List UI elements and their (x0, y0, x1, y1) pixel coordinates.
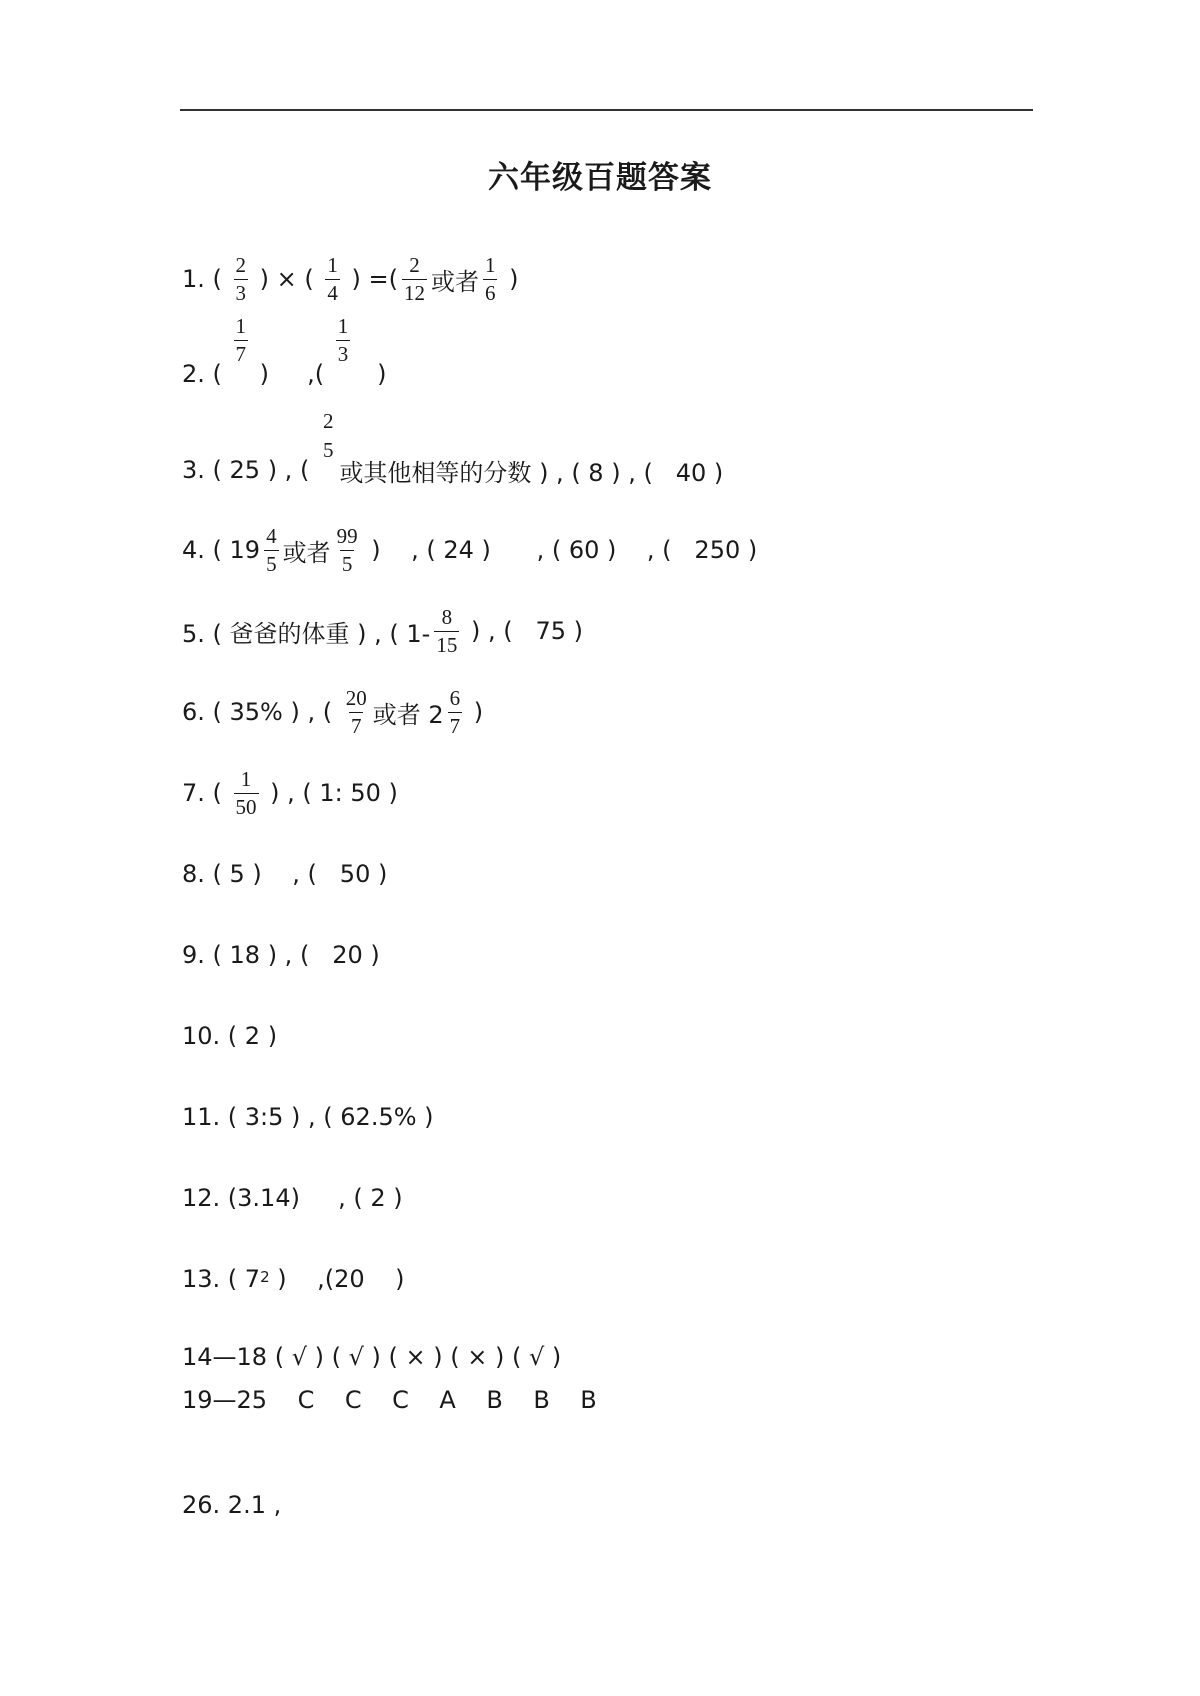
fraction (264, 523, 279, 576)
answer-5 (182, 604, 583, 657)
fraction (402, 252, 427, 305)
answer-text: ) (501, 265, 519, 293)
answer-text: 5. ( 爸爸的体重 ) , ( 1- (182, 619, 431, 648)
denominator: 3 (337, 341, 349, 366)
fraction (234, 252, 249, 305)
numerator: 1 (240, 766, 252, 791)
answer-text: 10. ( 2 ) (182, 1022, 278, 1050)
fraction (344, 685, 369, 738)
answer-6 (182, 685, 484, 738)
numerator: 1 (337, 313, 349, 338)
numerator: 2 (235, 252, 247, 277)
answer-text: 11. ( 3:5 ) , ( 62.5% ) (182, 1103, 434, 1131)
numerator: 99 (336, 523, 358, 548)
denominator: 12 (403, 280, 425, 305)
answer-12 (182, 1178, 403, 1218)
answer-text: ) , ( 1: 50 ) (262, 779, 398, 807)
fraction (234, 766, 259, 819)
answer-text: 或其他相等的分数 ) , ( 8 ) , ( 40 ) (339, 458, 724, 487)
denominator: 7 (449, 713, 461, 738)
denominator: 5 (322, 438, 334, 462)
page-title: 六年级百题答案 (488, 160, 712, 196)
fraction (234, 313, 249, 366)
answer-text: 或者 (430, 267, 479, 296)
numerator: 1 (327, 252, 338, 277)
answer-text: ) ,( (252, 360, 332, 388)
denominator: 5 (266, 551, 277, 576)
answer-7 (182, 766, 398, 819)
numerator: 2 (322, 409, 334, 433)
answer-text: ) , ( 75 ) (463, 617, 583, 645)
fraction (448, 685, 463, 738)
answer-text: 3. ( 25 ) , ( (182, 456, 317, 484)
answer-text: 13. ( 7 (182, 1265, 261, 1293)
denominator: 7 (235, 341, 247, 366)
denominator: 6 (484, 280, 496, 305)
answer-text: ) ,(20 ) (269, 1265, 405, 1293)
denominator: 50 (235, 794, 257, 819)
answer-text: 19—25 C C C A B B B (182, 1386, 597, 1414)
numerator: 1 (235, 313, 247, 338)
denominator: 5 (341, 551, 353, 576)
denominator: 7 (350, 713, 362, 738)
answer-text: 4. ( 19 (182, 536, 261, 564)
numerator: 20 (345, 685, 367, 710)
answer-4 (182, 523, 758, 576)
answer-text: 1. ( (182, 265, 230, 293)
answer-14-18 (182, 1337, 561, 1377)
answer-text: ) , ( 24 ) , ( 60 ) , ( 250 ) (363, 536, 758, 564)
answer-2 (182, 313, 387, 394)
header-rule (180, 109, 1033, 111)
answer-8 (182, 854, 387, 894)
answer-10 (182, 1016, 277, 1056)
fraction (483, 252, 498, 305)
denominator: 4 (327, 280, 338, 305)
denominator: 3 (235, 280, 247, 305)
answer-text: ) =( (343, 265, 398, 293)
numerator: 4 (266, 523, 277, 548)
answer-text: 或者 (282, 538, 331, 567)
answer-3 (182, 409, 724, 490)
answer-text: ) (466, 698, 484, 726)
answer-1 (182, 252, 519, 305)
fraction (336, 313, 351, 366)
answer-text: 26. 2.1 , (182, 1491, 282, 1519)
answer-text: 7. ( (182, 779, 230, 807)
answer-text: 6. ( 35% ) , ( (182, 698, 340, 726)
answer-26 (182, 1485, 281, 1525)
answer-text: 2. ( (182, 360, 230, 388)
answer-text: 9. ( 18 ) , ( 20 ) (182, 941, 380, 969)
fraction (335, 523, 360, 576)
answer-text: ) (354, 360, 387, 388)
exponent: 2 (260, 1268, 270, 1286)
answer-text: 14—18 ( √ ) ( √ ) ( × ) ( × ) ( √ ) (182, 1343, 562, 1371)
answer-text: 8. ( 5 ) , ( 50 ) (182, 860, 388, 888)
answer-11 (182, 1097, 434, 1137)
answer-19-25 (182, 1380, 597, 1420)
fraction (434, 604, 459, 657)
numerator: 8 (441, 604, 453, 629)
fraction (321, 411, 336, 461)
answer-13 (182, 1259, 405, 1299)
answer-text: 12. (3.14) , ( 2 ) (182, 1184, 403, 1212)
numerator: 6 (449, 685, 461, 710)
denominator: 15 (436, 632, 458, 657)
numerator: 2 (409, 252, 420, 277)
answer-text: ) × ( (252, 265, 322, 293)
answer-text: 或者 2 (372, 700, 444, 729)
answer-9 (182, 935, 380, 975)
fraction (325, 252, 340, 305)
numerator: 1 (484, 252, 496, 277)
